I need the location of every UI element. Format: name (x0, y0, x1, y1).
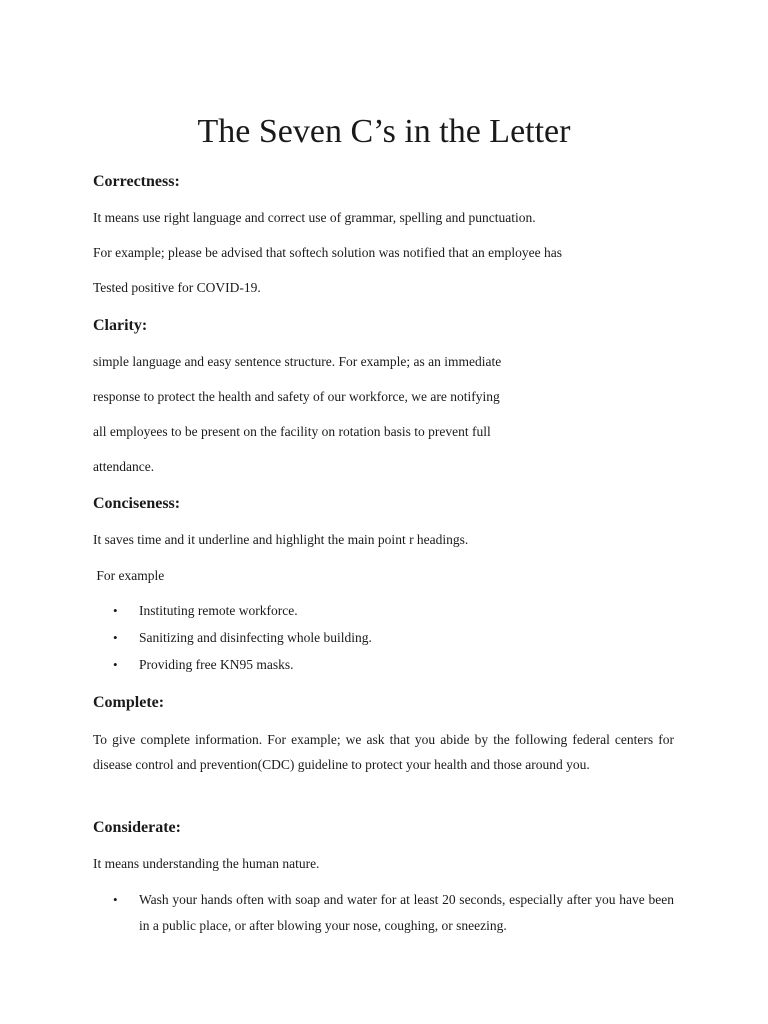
heading-correctness: Correctness: (93, 173, 180, 190)
considerate-intro: It means understanding the human nature. (93, 856, 320, 871)
list-item: • Wash your hands often with soap and water for at least 20 seconds, especially after you have been in a public place, or after blowing your nose, coughing, or sneezing. (93, 887, 674, 938)
bullet-icon: • (113, 657, 118, 672)
conciseness-bullet-list (93, 597, 372, 678)
list-item: • Providing free KN95 masks. (93, 651, 372, 678)
conciseness-example-label: For example (93, 568, 165, 583)
bullet-icon: • (113, 603, 118, 618)
bullet-icon: • (113, 892, 118, 907)
list-item: • Sanitizing and disinfecting whole building. (93, 624, 372, 651)
list-item: • Instituting remote workforce. (93, 597, 372, 624)
clarity-line-2: response to protect the health and safety of our workforce, we are notifying (93, 389, 500, 404)
clarity-line-3: all employees to be present on the facility on rotation basis to prevent full (93, 424, 491, 439)
heading-considerate: Considerate: (93, 819, 181, 836)
correctness-line-3: Tested positive for COVID-19. (93, 280, 261, 295)
considerate-bullet-list (93, 887, 674, 938)
bullet-icon: • (113, 630, 118, 645)
conciseness-intro: It saves time and it underline and highlight the main point r headings. (93, 532, 469, 547)
complete-paragraph: To give complete information. For example; we ask that you abide by the following federal centers for disease control and prevention(CDC) guideline to protect your health and those around you. (93, 732, 674, 772)
clarity-line-4: attendance. (93, 459, 155, 474)
correctness-line-1: It means use right language and correct use of grammar, spelling and punctuation. (93, 210, 536, 225)
heading-conciseness: Conciseness: (93, 495, 181, 512)
heading-clarity: Clarity: (93, 317, 148, 334)
heading-complete: Complete: (93, 694, 165, 711)
correctness-line-2: For example; please be advised that softech solution was notified that an employee has (93, 245, 562, 260)
document-title: The Seven C’s in the Letter (197, 113, 571, 150)
clarity-line-1: simple language and easy sentence structure. For example; as an immediate (93, 354, 502, 369)
